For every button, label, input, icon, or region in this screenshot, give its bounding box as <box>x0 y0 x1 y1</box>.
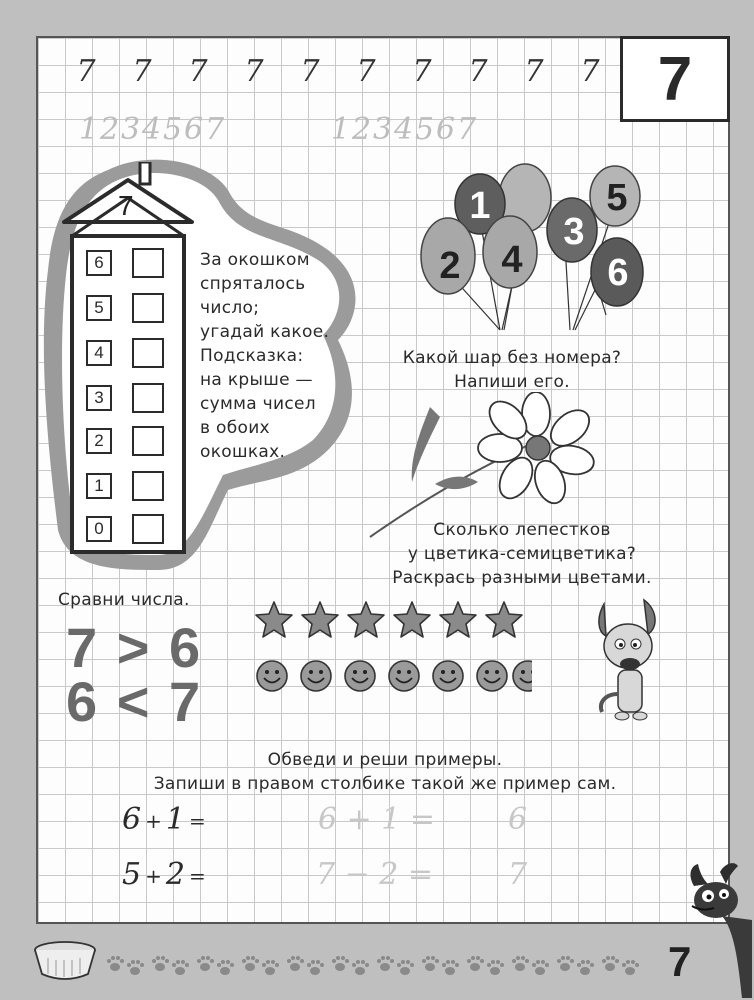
trace-digit: 1 <box>78 112 99 147</box>
trace-digit: 3 <box>372 112 393 147</box>
paw-icon <box>557 956 574 971</box>
trace-digit: 5 <box>414 112 435 147</box>
paw-icon <box>512 956 529 971</box>
example-trace-2: 7 − 2 = <box>316 857 434 892</box>
paw-icon <box>577 960 594 975</box>
operand: 5 <box>122 857 142 892</box>
caption-line: Напиши его. <box>454 372 570 392</box>
bowl-icon <box>30 938 100 982</box>
trace-digit: 5 <box>162 112 183 147</box>
operator: + <box>145 809 162 833</box>
window-number: 0 <box>86 516 112 542</box>
copy-digit: 7 <box>76 54 96 89</box>
riddle-text <box>200 248 329 464</box>
compare-line-2: 6 < 7 <box>66 670 203 733</box>
copy-digit: 7 <box>188 54 208 89</box>
balloon-number: 6 <box>607 252 629 294</box>
balloons-caption <box>392 346 632 394</box>
window-empty[interactable] <box>132 383 164 413</box>
paw-icon <box>262 960 279 975</box>
operand: 2 <box>165 857 185 892</box>
riddle-line: окошках. <box>200 442 286 462</box>
trace-digit: 6 <box>183 112 204 147</box>
caption-line: Раскрась разными цветами. <box>392 568 652 588</box>
trace-digit: 4 <box>393 112 414 147</box>
star-icon <box>394 602 430 637</box>
caption-line: Сколько лепестков <box>433 520 611 540</box>
paw-icon <box>442 960 459 975</box>
riddle-line: спряталось <box>200 274 306 294</box>
paw-icon <box>197 956 214 971</box>
smiley-icon <box>433 661 463 691</box>
paw-icon <box>487 960 504 975</box>
trace-sequence-right <box>330 112 477 147</box>
dog-illustration <box>592 598 668 730</box>
riddle-line: сумма чисел <box>200 394 316 414</box>
smiley-icon <box>389 661 419 691</box>
examples-instruction <box>40 748 730 796</box>
copy-digit: 7 <box>244 54 264 89</box>
instruction-line: Обведи и реши примеры. <box>267 750 503 770</box>
equals: = <box>188 864 206 888</box>
operand: 6 <box>122 802 142 837</box>
balloon-number: 2 <box>439 245 461 287</box>
smiley-icon <box>301 661 331 691</box>
star-icon <box>486 602 522 637</box>
trace-digit: 7 <box>204 112 225 147</box>
example-trace-1: 6 + 1 = <box>318 802 436 837</box>
stars-and-smileys <box>252 598 532 702</box>
window-number: 1 <box>86 473 112 499</box>
riddle-line: Подсказка: <box>200 346 304 366</box>
riddle-line: За окошком <box>200 250 310 270</box>
star-icon <box>302 602 338 637</box>
copy-digit: 7 <box>524 54 544 89</box>
trace-digit: 1 <box>330 112 351 147</box>
paw-icon <box>107 956 124 971</box>
trace-digit: 2 <box>351 112 372 147</box>
trace-sequence-left <box>78 112 225 147</box>
paw-icon <box>287 956 304 971</box>
paw-icon <box>422 956 439 971</box>
equals: = <box>188 809 206 833</box>
caption-line: у цветика-семицветика? <box>407 544 637 564</box>
paw-icon <box>152 956 169 971</box>
smiley-icon <box>477 661 507 691</box>
window-number: 6 <box>86 250 112 276</box>
paw-prints-row <box>106 948 646 978</box>
window-number: 5 <box>86 295 112 321</box>
copy-digit: 7 <box>356 54 376 89</box>
paw-icon <box>352 960 369 975</box>
smiley-icon <box>345 661 375 691</box>
page-number-large: 7 <box>657 44 693 114</box>
copy-digit: 7 <box>580 54 600 89</box>
window-number: 2 <box>86 428 112 454</box>
paw-icon <box>242 956 259 971</box>
balloons-drawing <box>410 160 650 340</box>
example-right-1: 6 <box>508 802 528 837</box>
compare-title: Сравни числа. <box>58 590 190 610</box>
example-row-2 <box>122 857 210 892</box>
balloon-number: 3 <box>563 211 585 253</box>
paw-icon <box>622 960 639 975</box>
operand: 1 <box>165 802 185 837</box>
star-icon <box>348 602 384 637</box>
operator: + <box>145 864 162 888</box>
trace-digit: 7 <box>456 112 477 147</box>
window-number: 4 <box>86 340 112 366</box>
caption-line: Какой шар без номера? <box>402 348 622 368</box>
trace-digit: 2 <box>99 112 120 147</box>
copy-digit: 7 <box>468 54 488 89</box>
house-drawing <box>60 162 200 562</box>
window-number: 3 <box>86 385 112 411</box>
paw-icon <box>172 960 189 975</box>
copy-digit: 7 <box>412 54 432 89</box>
paw-icon <box>602 956 619 971</box>
smiley-icon <box>257 661 287 691</box>
copy-digit: 7 <box>132 54 152 89</box>
copy-digit: 7 <box>300 54 320 89</box>
trace-digit: 4 <box>141 112 162 147</box>
smiley-icon <box>513 661 532 691</box>
footer-page-number: 7 <box>668 938 692 985</box>
window-empty[interactable] <box>132 248 164 278</box>
window-empty[interactable] <box>132 426 164 456</box>
riddle-line: в обоих <box>200 418 270 438</box>
corner-dog-illustration <box>686 860 752 998</box>
example-row-1 <box>122 802 210 837</box>
window-empty[interactable] <box>132 293 164 323</box>
star-icon <box>440 602 476 637</box>
flower-caption <box>372 518 672 590</box>
balloon-number: 4 <box>501 239 523 281</box>
copy-digit-row <box>76 54 600 89</box>
instruction-line: Запиши в правом столбике такой же пример сам. <box>153 774 617 794</box>
paw-icon <box>532 960 549 975</box>
trace-digit: 6 <box>435 112 456 147</box>
compare-line-1: 7 > 6 <box>66 616 203 679</box>
trace-digit: 3 <box>120 112 141 147</box>
star-icon <box>256 602 292 637</box>
riddle-line: число; <box>200 298 260 318</box>
paw-icon <box>217 960 234 975</box>
paw-icon <box>397 960 414 975</box>
riddle-line: на крыше — <box>200 370 313 390</box>
paw-icon <box>467 956 484 971</box>
window-empty[interactable] <box>132 338 164 368</box>
paw-icon <box>377 956 394 971</box>
window-empty[interactable] <box>132 471 164 501</box>
paw-icon <box>307 960 324 975</box>
paw-icon <box>127 960 144 975</box>
page-number-box <box>620 36 730 122</box>
example-right-2: 7 <box>508 857 528 892</box>
paw-icon <box>332 956 349 971</box>
balloon-number: 5 <box>606 177 628 219</box>
riddle-line: угадай какое. <box>200 322 330 342</box>
window-empty[interactable] <box>132 514 164 544</box>
balloon-number: 1 <box>469 185 491 227</box>
roof-number: 7 <box>118 190 134 221</box>
